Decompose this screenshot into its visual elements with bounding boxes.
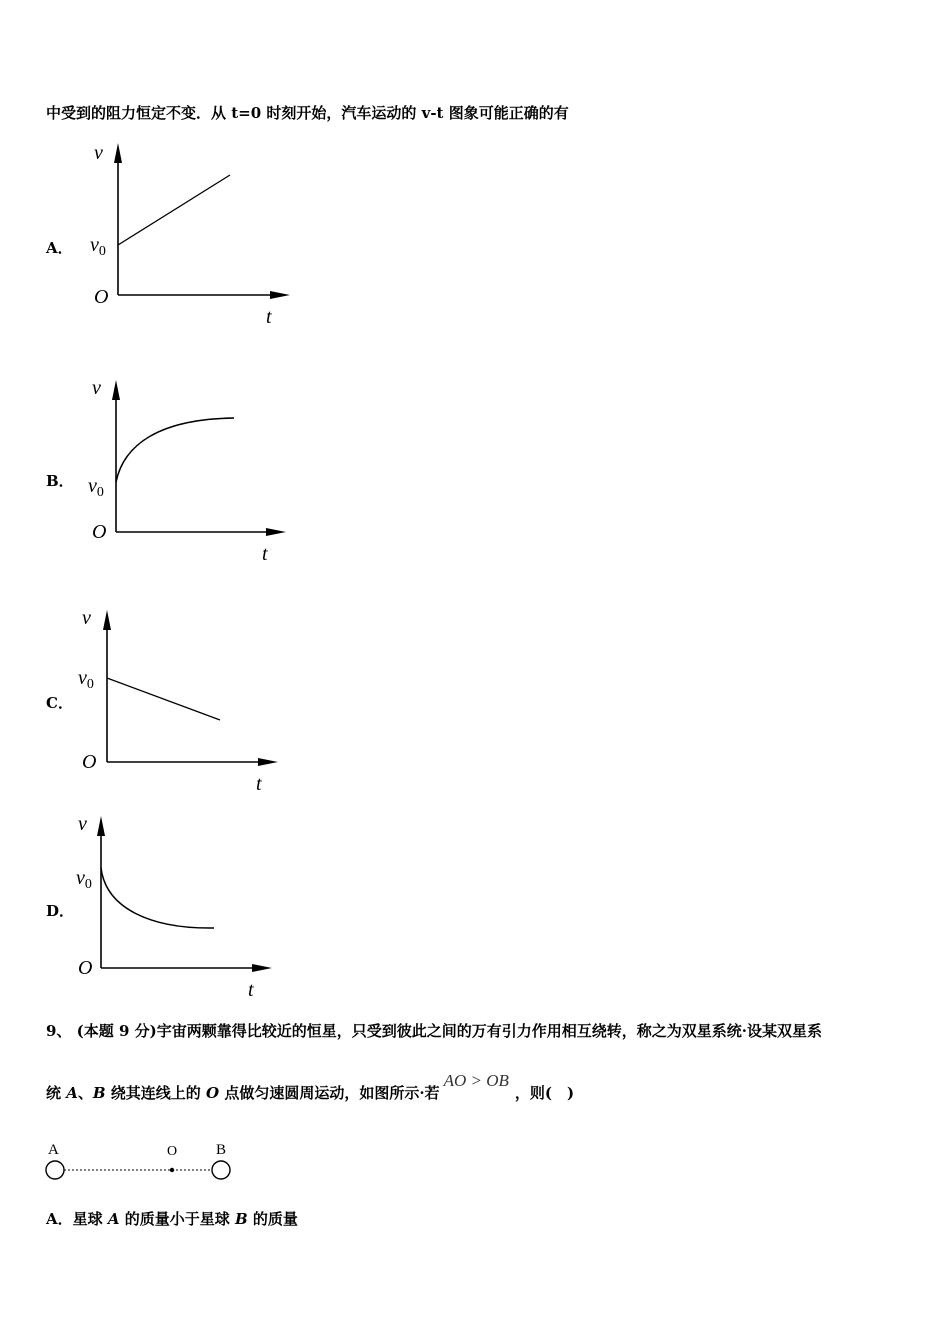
x-axis-label: t (262, 543, 268, 565)
y-axis-arrow (103, 610, 111, 630)
option-c-label[interactable]: C． (46, 694, 73, 712)
intro-line: 中受到的阻力恒定不变．从 t=0 时刻开始，汽车运动的 v-t 图象可能正确的有 (46, 104, 569, 122)
star-b-circle (212, 1161, 230, 1179)
x-axis-arrow (270, 291, 290, 299)
option-d-label[interactable]: D． (46, 902, 75, 920)
y-axis-arrow (97, 816, 105, 836)
star-a-label: A (48, 1142, 59, 1158)
vt-graph-c (72, 602, 302, 802)
origin-label: O (82, 751, 97, 773)
origin-label: O (94, 286, 109, 308)
y-axis-arrow (114, 143, 122, 163)
origin-label: O (92, 521, 107, 543)
option-b-label[interactable]: B． (46, 472, 74, 490)
v0-label: $v_0$ (90, 234, 106, 259)
inequality-formula: AO > OB (443, 1071, 509, 1090)
y-axis-arrow (112, 380, 120, 400)
center-point (170, 1168, 174, 1172)
star-b-ref: B (92, 1084, 106, 1102)
question-text: 宇宙两颗靠得比较近的恒星，只受到彼此之间的万有引力作用相互绕转，称之为双星系统·设某双星系 (156, 1022, 822, 1040)
x-axis-label: t (256, 773, 262, 795)
point-o-ref: O (206, 1084, 220, 1102)
x-axis-label: t (266, 306, 272, 328)
y-axis-label: v (94, 142, 103, 164)
question-score: (本题 9 分) (76, 1022, 157, 1040)
star-b-label: B (216, 1142, 227, 1158)
x-axis-arrow (258, 758, 278, 766)
question-9-option-a[interactable]: A．星球 A 的质量小于星球 B 的质量 (46, 1210, 298, 1228)
vt-graph-b (80, 372, 310, 572)
velocity-curve (107, 678, 220, 720)
x-axis-arrow (252, 964, 272, 972)
velocity-curve (116, 418, 234, 482)
binary-star-diagram (40, 1138, 240, 1188)
y-axis-label: v (78, 813, 87, 835)
star-a-ref: A (66, 1084, 78, 1102)
option-a-label[interactable]: A． (46, 239, 73, 257)
star-a-circle (46, 1161, 64, 1179)
v0-label: $v_0$ (78, 667, 94, 692)
v0-label: $v_0$ (88, 475, 104, 500)
vt-graph-d (70, 808, 300, 1008)
y-axis-label: v (82, 607, 91, 629)
vt-graph-a (80, 135, 310, 335)
center-o-label: O (167, 1144, 178, 1159)
x-axis-arrow (266, 528, 286, 536)
x-axis-label: t (248, 979, 254, 1001)
question-9-line2: 统 A、B 绕其连线上的 O 点做匀速圆周运动，如图所示·若AO > OB，则( ) (46, 1071, 575, 1102)
question-9-line1 (46, 1020, 822, 1041)
y-axis-label: v (92, 377, 101, 399)
origin-label: O (78, 957, 93, 979)
velocity-curve (101, 868, 214, 928)
v0-label: $v_0$ (76, 867, 92, 892)
question-number: 9、 (46, 1022, 72, 1040)
velocity-curve (118, 175, 230, 245)
